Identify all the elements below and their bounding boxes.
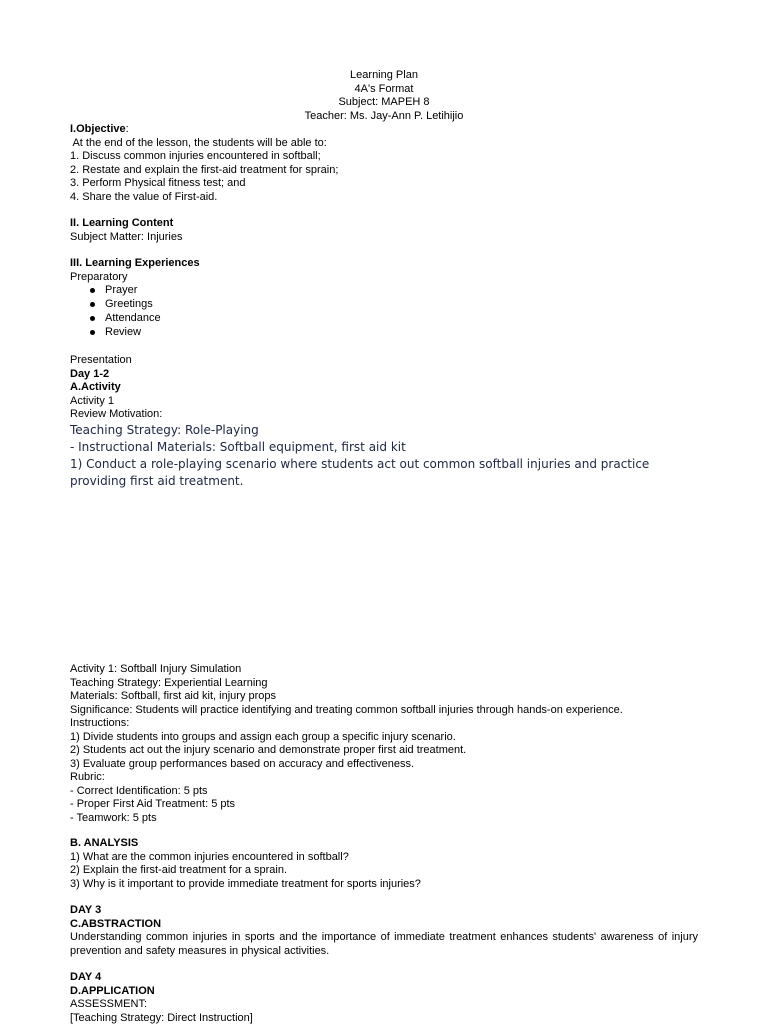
- objective-item: 4. Share the value of First-aid.: [70, 191, 698, 205]
- instruction-item: 2) Students act out the injury scenario and demonstrate proper first aid treatment.: [70, 744, 698, 758]
- preparatory-label: Preparatory: [70, 271, 698, 285]
- objective-heading: I.Objective: [70, 123, 126, 135]
- instruction-item: 3) Evaluate group performances based on accuracy and effectiveness.: [70, 758, 698, 772]
- abstraction-text: Understanding common injuries in sports and the importance of immediate treatment enhances students' awareness of injury prevention and safety measures in physical activities.: [70, 931, 698, 958]
- application-section: [70, 971, 698, 1025]
- simulation-significance: Significance: Students will practice identifying and treating common softball injuries through hands-on experience.: [70, 704, 698, 718]
- review-motivation-label: Review Motivation:: [70, 408, 698, 422]
- abstraction-heading: C.ABSTRACTION: [70, 918, 698, 932]
- objective-item: 1. Discuss common injuries encountered in softball;: [70, 150, 698, 164]
- analysis-question: 2) Explain the first-aid treatment for a sprain.: [70, 864, 698, 878]
- simulation-materials: Materials: Softball, first aid kit, injury props: [70, 690, 698, 704]
- rubric-label: Rubric:: [70, 771, 698, 785]
- objective-intro: At the end of the lesson, the students will be able to:: [70, 137, 698, 151]
- plan-title: Learning Plan: [70, 69, 698, 83]
- presentation-section: [70, 354, 698, 422]
- abstraction-section: [70, 904, 698, 958]
- day-label: Day 1-2: [70, 368, 698, 382]
- objective-item: 3. Perform Physical fitness test; and: [70, 177, 698, 191]
- instructions-label: Instructions:: [70, 717, 698, 731]
- list-item: Attendance: [90, 312, 698, 326]
- learning-content-section: [70, 217, 698, 244]
- instruction-item: 1) Divide students into groups and assign each group a specific injury scenario.: [70, 731, 698, 745]
- objective-colon: :: [126, 123, 129, 135]
- rubric-item: - Proper First Aid Treatment: 5 pts: [70, 798, 698, 812]
- application-heading: D.APPLICATION: [70, 985, 698, 999]
- simulation-strategy: Teaching Strategy: Experiential Learning: [70, 677, 698, 691]
- roleplay-section: [70, 422, 698, 490]
- rubric-item: - Teamwork: 5 pts: [70, 812, 698, 826]
- rubric-item: - Correct Identification: 5 pts: [70, 785, 698, 799]
- learning-experiences-section: [70, 257, 698, 340]
- analysis-question: 1) What are the common injuries encountered in softball?: [70, 851, 698, 865]
- preparatory-list: [70, 284, 698, 340]
- list-item: Prayer: [90, 284, 698, 298]
- activity-label: Activity 1: [70, 395, 698, 409]
- analysis-heading: B. ANALYSIS: [70, 837, 698, 851]
- simulation-section: [70, 663, 698, 825]
- plan-format: 4A's Format: [70, 83, 698, 97]
- day-label: DAY 3: [70, 904, 698, 918]
- learning-content-heading: II. Learning Content: [70, 217, 698, 231]
- assessment-label: ASSESSMENT:: [70, 998, 698, 1012]
- analysis-question: 3) Why is it important to provide immediate treatment for sports injuries?: [70, 878, 698, 892]
- application-strategy: [Teaching Strategy: Direct Instruction]: [70, 1012, 698, 1025]
- list-item: Review: [90, 326, 698, 340]
- plan-subject: Subject: MAPEH 8: [70, 96, 698, 110]
- learning-experiences-heading: III. Learning Experiences: [70, 257, 698, 271]
- list-item: Greetings: [90, 298, 698, 312]
- presentation-label: Presentation: [70, 354, 698, 368]
- roleplay-materials: - Instructional Materials: Softball equipment, first aid kit: [70, 439, 698, 456]
- analysis-section: [70, 837, 698, 891]
- roleplay-step: 1) Conduct a role-playing scenario where students act out common softball injuries and practice providing first aid treatment.: [70, 456, 698, 490]
- activity-heading: A.Activity: [70, 381, 698, 395]
- roleplay-strategy: Teaching Strategy: Role-Playing: [70, 422, 698, 439]
- objective-section: [70, 123, 698, 204]
- plan-teacher: Teacher: Ms. Jay-Ann P. Letihijio: [70, 110, 698, 124]
- subject-matter: Subject Matter: Injuries: [70, 231, 698, 245]
- simulation-title: Activity 1: Softball Injury Simulation: [70, 663, 698, 677]
- document-header: [70, 69, 698, 123]
- objective-item: 2. Restate and explain the first-aid treatment for sprain;: [70, 164, 698, 178]
- day-label: DAY 4: [70, 971, 698, 985]
